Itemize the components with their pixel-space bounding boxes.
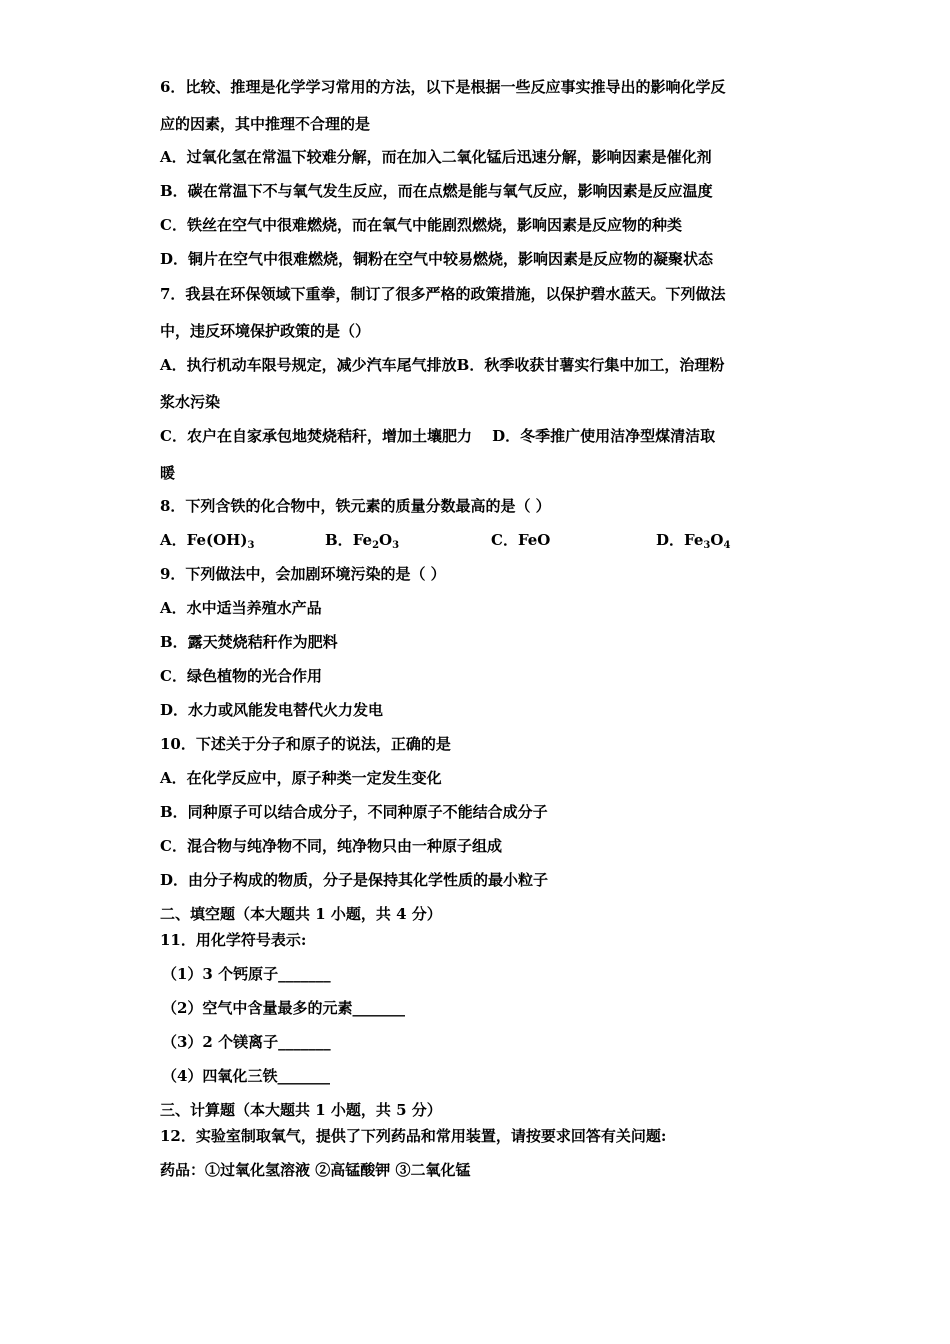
q11-stem: 11．用化学符号表示: <box>160 931 307 949</box>
q9-option-d: D．水力或风能发电替代火力发电 <box>160 701 384 719</box>
q8-option-d-sub2: 4 <box>723 540 731 551</box>
q7-options-cd-line1: C．农户在自家承包地焚烧秸秆，增加土壤肥力 D．冬季推广使用洁净型煤清洁取 <box>160 427 716 445</box>
q6-option-d: D．铜片在空气中很难燃烧，铜粉在空气中较易燃烧，影响因素是反应物的凝聚状态 <box>160 250 714 268</box>
q7-options-ab-line1: A．执行机动车限号规定，减少汽车尾气排放B．秋季收获甘薯实行集中加工，治理粉 <box>160 356 725 374</box>
q8-option-d-fe: Fe <box>684 531 704 549</box>
q9-option-a: A．水中适当养殖水产品 <box>160 599 322 617</box>
q7-stem-line1: 7．我县在环保领域下重拳，制订了很多严格的政策措施，以保护碧水蓝天。下列做法 <box>160 285 726 303</box>
q11-part-2: （2）空气中含量最多的元素_______ <box>162 999 405 1017</box>
q10-option-d: D．由分子构成的物质，分子是保持其化学性质的最小粒子 <box>160 871 549 889</box>
q12-stem: 12．实验室制取氧气，提供了下列药品和常用装置，请按要求回答有关问题: <box>160 1127 667 1145</box>
q10-option-c: C．混合物与纯净物不同，纯净物只由一种原子组成 <box>160 837 502 855</box>
q8-option-d-sub1: 3 <box>703 540 711 551</box>
q10-option-a: A．在化学反应中，原子种类一定发生变化 <box>160 769 442 787</box>
q9-option-b: B．露天焚烧秸秆作为肥料 <box>160 633 338 651</box>
q9-stem: 9．下列做法中，会加剧环境污染的是（ ） <box>160 565 446 583</box>
q12-drugs: 药品：①过氧化氢溶液 ②高锰酸钾 ③二氧化锰 <box>160 1161 471 1179</box>
q6-option-c: C．铁丝在空气中很难燃烧，而在氧气中能剧烈燃烧，影响因素是反应物的种类 <box>160 216 682 234</box>
q8-option-b <box>325 530 399 556</box>
q8-option-a-subscript: 3 <box>247 540 255 551</box>
q8-stem: 8．下列含铁的化合物中，铁元素的质量分数最高的是（ ） <box>160 497 551 515</box>
q8-option-b-sub1: 2 <box>372 540 380 551</box>
q8-option-d <box>656 530 730 556</box>
q8-option-c: C．FeO <box>491 531 551 549</box>
q7-options-ab-line2: 浆水污染 <box>160 393 221 411</box>
q6-stem-line1: 6．比较、推理是化学学习常用的方法，以下是根据一些反应事实推导出的影响化学反 <box>160 78 726 96</box>
q8-option-a-formula: Fe(OH) <box>186 531 248 549</box>
q6-option-b: B．碳在常温下不与氧气发生反应，而在点燃是能与氧气反应，影响因素是反应温度 <box>160 182 713 200</box>
section-2-title: 二、填空题（本大题共 1 小题，共 4 分） <box>160 905 442 923</box>
q8-option-a-prefix: A． <box>160 531 187 549</box>
q8-option-d-prefix: D． <box>656 531 685 549</box>
q8-option-a <box>160 530 254 556</box>
q7-options-cd-line2: 暖 <box>160 464 176 482</box>
q8-option-b-sub2: 3 <box>392 540 400 551</box>
q7-stem-line2: 中，违反环境保护政策的是（） <box>160 322 371 340</box>
q9-option-c: C．绿色植物的光合作用 <box>160 667 322 685</box>
q8-option-b-o: O <box>379 531 393 549</box>
q11-part-1: （1）3 个钙原子_______ <box>162 965 331 983</box>
q11-part-4: （4）四氧化三铁_______ <box>162 1067 330 1085</box>
q8-option-d-o: O <box>710 531 724 549</box>
q6-option-a: A．过氧化氢在常温下较难分解，而在加入二氧化锰后迅速分解，影响因素是催化剂 <box>160 148 712 166</box>
q8-option-b-prefix: B． <box>325 531 353 549</box>
q6-stem-line2: 应的因素，其中推理不合理的是 <box>160 115 371 133</box>
q11-part-3: （3）2 个镁离子_______ <box>162 1033 331 1051</box>
q8-option-b-fe: Fe <box>352 531 373 549</box>
q10-option-b: B．同种原子可以结合成分子，不同种原子不能结合成分子 <box>160 803 548 821</box>
q10-stem: 10．下述关于分子和原子的说法，正确的是 <box>160 735 451 753</box>
section-3-title: 三、计算题（本大题共 1 小题，共 5 分） <box>160 1101 442 1119</box>
